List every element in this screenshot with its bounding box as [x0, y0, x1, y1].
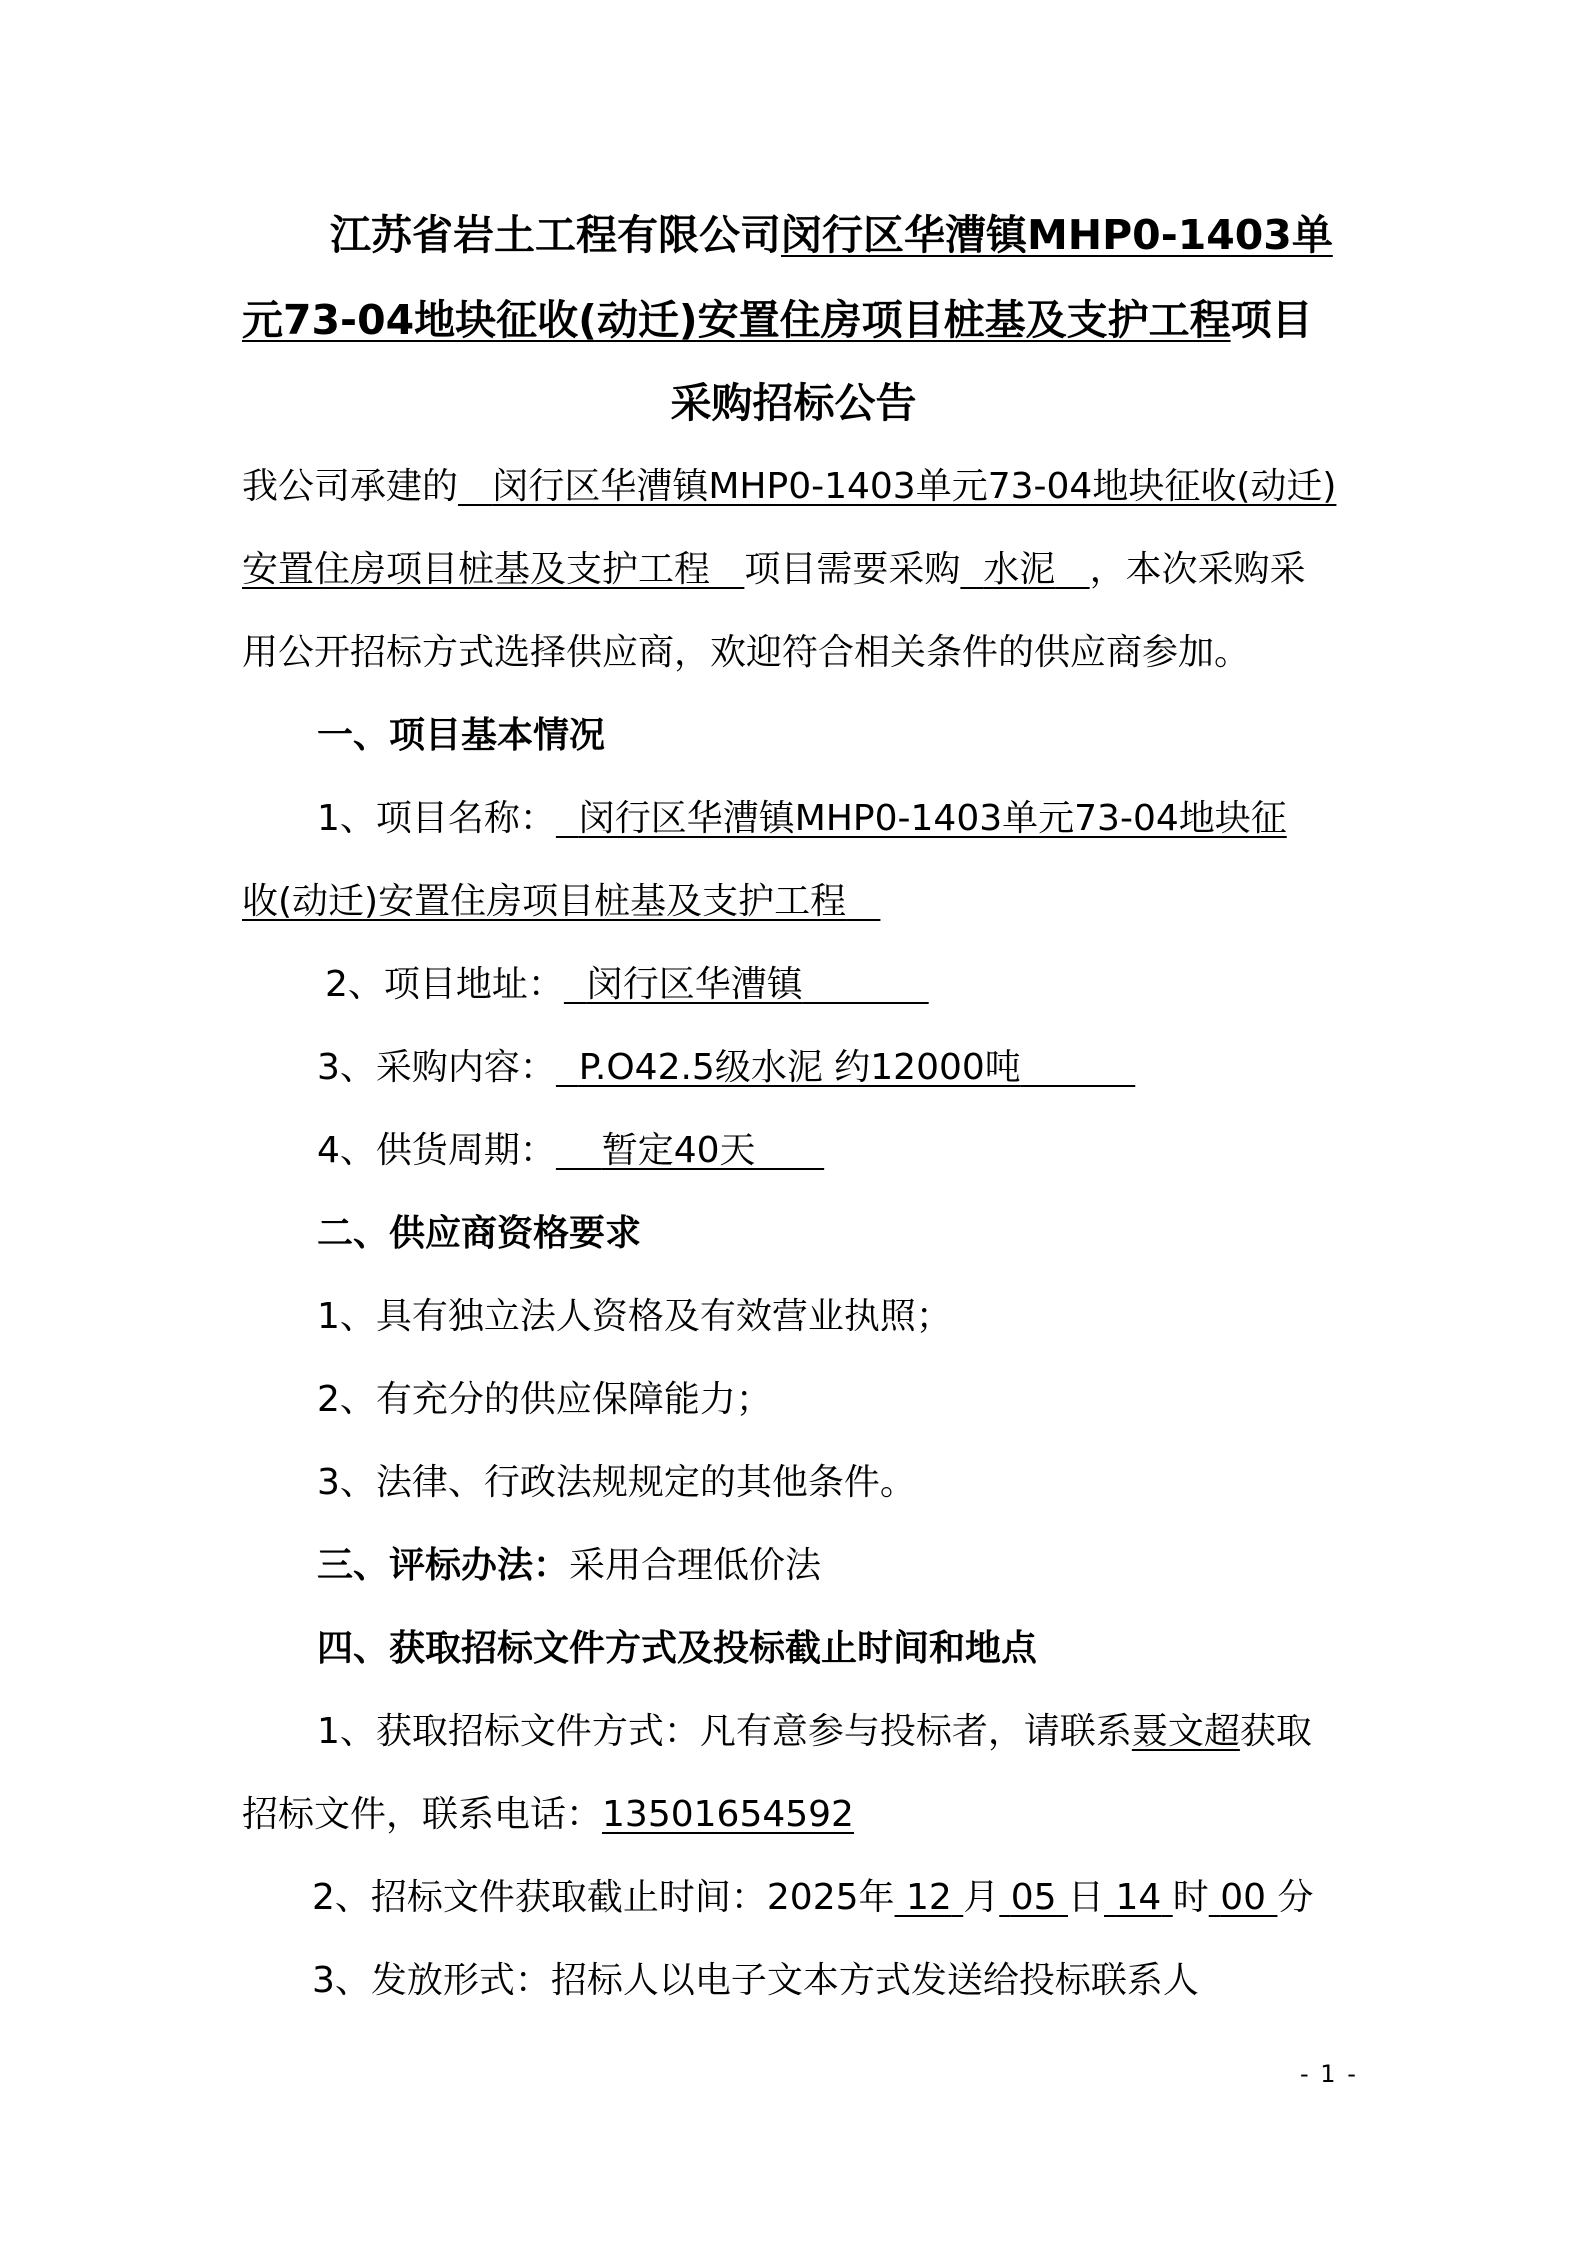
intro-need: 项目需要采购: [744, 549, 961, 590]
title-line-2: [0, 295, 1587, 345]
title-suffix: 项目: [1230, 296, 1313, 344]
intro-line-1: [0, 465, 1587, 509]
supply-period-label: 4、供货周期：: [317, 1130, 556, 1171]
purchase-content-line: [0, 1046, 1587, 1090]
obtain-method-tail: 获取: [1239, 1711, 1312, 1752]
section3-value: 采用合理低价法: [569, 1545, 822, 1586]
project-address-label: 2、项目地址：: [325, 964, 564, 1005]
supply-period-wrap: [556, 1130, 824, 1171]
obtain-method-line-1: [0, 1710, 1587, 1754]
project-address-line: [0, 963, 1587, 1007]
project-name-a: 闵行区华漕镇MHP0-1403单元73-04地块征: [578, 798, 1287, 839]
intro-material-wrap: [960, 549, 1089, 590]
section4-heading: 四、获取招标文件方式及投标截止时间和地点: [317, 1628, 1038, 1669]
project-name-b-wrap: [242, 881, 880, 922]
project-address-value: 闵行区华漕镇: [586, 964, 803, 1005]
qualification-item-3: 3、法律、行政法规规定的其他条件。: [317, 1462, 916, 1503]
deadline-month: 12: [905, 1877, 952, 1918]
title-company: 江苏省岩土工程有限公司: [330, 211, 781, 259]
section1-heading: 一、项目基本情况: [317, 715, 606, 756]
project-name-line-1: [0, 797, 1587, 841]
contact-phone: 13501654592: [602, 1794, 854, 1835]
deadline-line: [0, 1876, 1587, 1920]
project-name-b: 收(动迁)安置住房项目桩基及支护工程: [242, 881, 847, 922]
section2-heading: 二、供应商资格要求: [317, 1213, 642, 1254]
title-line-3: 采购招标公告: [670, 379, 917, 427]
intro-prefix: 我公司承建的: [242, 466, 459, 507]
deadline-day: 05: [1010, 1877, 1057, 1918]
deadline-minute-wrap: [1209, 1877, 1278, 1918]
deadline-label: 2、招标文件获取截止时间：2025年: [312, 1877, 895, 1918]
project-name-label: 1、项目名称：: [317, 798, 556, 839]
project-address-wrap: [564, 964, 929, 1005]
intro-line-2: [0, 548, 1587, 592]
deadline-day-wrap: [999, 1877, 1068, 1918]
section3-line: [0, 1544, 1587, 1588]
purchase-content-wrap: [556, 1047, 1135, 1088]
qualification-item-1: 1、具有独立法人资格及有效营业执照；: [317, 1296, 952, 1337]
deadline-day-unit: 日: [1067, 1877, 1104, 1918]
deadline-hour-unit: 时: [1172, 1877, 1209, 1918]
supply-period-value: 暂定40天: [601, 1130, 756, 1171]
project-name-a-wrap: [556, 798, 1287, 839]
intro-material: 水泥: [983, 549, 1056, 590]
intro-project-a-wrap: [458, 466, 1336, 507]
title-project-part2: 元73-04地块征收(动迁)安置住房项目桩基及支护工程: [242, 296, 1231, 344]
deadline-hour-wrap: [1104, 1877, 1173, 1918]
title-project-part1: 闵行区华漕镇MHP0-1403单: [781, 211, 1333, 259]
purchase-content-value: P.O42.5级水泥 约12000吨: [578, 1047, 1021, 1088]
obtain-method-text: 1、获取招标文件方式：凡有意参与投标者，请联系: [317, 1711, 1132, 1752]
purchase-content-label: 3、采购内容：: [317, 1047, 556, 1088]
page-number: - 1 -: [1300, 2060, 1358, 2088]
contact-name: 聂文超: [1131, 1711, 1240, 1752]
deadline-month-wrap: [895, 1877, 964, 1918]
deadline-month-unit: 月: [963, 1877, 1000, 1918]
distribution-line: 3、发放形式：招标人以电子文本方式发送给投标联系人: [312, 1960, 1199, 2001]
intro-tail: ，本次采购采: [1089, 549, 1306, 590]
contact-phone-label: 招标文件，联系电话：: [242, 1794, 603, 1835]
intro-line-3: 用公开招标方式选择供应商，欢迎符合相关条件的供应商参加。: [242, 632, 1251, 673]
project-name-line-2: [0, 880, 1587, 924]
obtain-method-line-2: [0, 1793, 1587, 1837]
deadline-minute-unit: 分: [1277, 1877, 1314, 1918]
supply-period-line: [0, 1129, 1587, 1173]
section3-heading: 三、评标办法：: [317, 1545, 570, 1586]
deadline-hour: 14: [1115, 1877, 1162, 1918]
intro-project-b-wrap: [242, 549, 744, 590]
intro-project-b: 安置住房项目桩基及支护工程: [242, 549, 711, 590]
qualification-item-2: 2、有充分的供应保障能力；: [317, 1379, 772, 1420]
title-line-1: [0, 210, 1587, 260]
deadline-minute: 00: [1220, 1877, 1266, 1918]
intro-project-a: 闵行区华漕镇MHP0-1403单元73-04地块征收(动迁): [492, 466, 1337, 507]
